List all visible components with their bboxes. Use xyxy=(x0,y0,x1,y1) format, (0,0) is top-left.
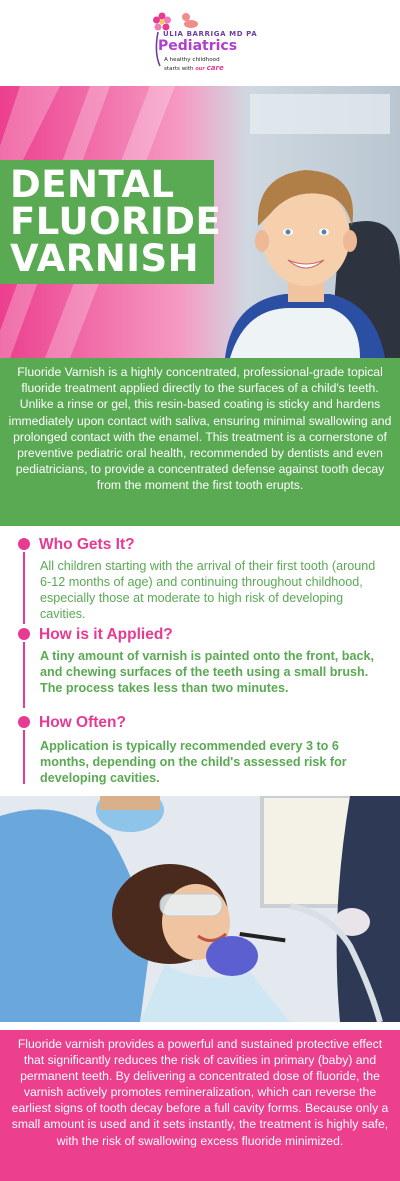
tagline-care: care xyxy=(206,64,224,72)
clinic-photo-illustration xyxy=(0,796,400,1022)
hero-title-line2: FLUORIDE xyxy=(10,200,222,243)
section-title-how: How is it Applied? xyxy=(39,626,173,643)
hero-title xyxy=(10,163,222,280)
logo-tagline-line2 xyxy=(164,64,224,72)
bullet-icon xyxy=(18,628,30,640)
section-title-who: Who Gets It? xyxy=(39,536,135,553)
bullet-icon xyxy=(18,538,30,550)
section-body-how: A tiny amount of varnish is painted onto the front, back, and chewing surfaces of the teeth using a small brush. The process takes less than two minutes. xyxy=(40,649,374,695)
section-body-who: All children starting with the arrival of their first tooth (around 6-12 months of age) and continuing throughout childhood, especially those at moderate to high risk of developing cavities. xyxy=(40,559,376,621)
bullet-icon xyxy=(18,716,30,728)
tagline-starts-with: starts with xyxy=(164,66,194,72)
section-divider-line xyxy=(23,552,25,624)
section-title-often: How Often? xyxy=(39,714,126,731)
logo-tagline-line1: A healthy childhood xyxy=(164,57,220,63)
tagline-our: our xyxy=(195,66,205,72)
hero-title-line1: DENTAL xyxy=(10,163,175,206)
hero-banner xyxy=(0,86,400,358)
intro-text: Fluoride Varnish is a highly concentrated, professional-grade topical fluoride treatment applied directly to the surfaces of a child's teeth. Unlike a rinse or gel, this resin-based coating is sticky and hardens immediately upon contact with saliva, ensuring minimal swallowing and prolonged contact with the enamel. This treatment is a cornerstone of preventive pediatric oral health, recommended by dentists and even pediatricians, to provide a concentrated defense against tooth decay from the moment the first tooth erupts. xyxy=(8,365,392,493)
section-divider-line xyxy=(23,730,25,784)
outro-text: Fluoride varnish provides a powerful and sustained protective effect that significantly reduces the risk of cavities in primary (baby) and permanent teeth. By delivering a concentrated dose of fluoride, the varnish actively promotes remineralization, which can reverse the earliest signs of tooth decay before a full cavity forms. Because only a small amount is used and it sets instantly, the treatment is highly safe, with the risk of swallowing excess fluoride minimized. xyxy=(11,1037,389,1148)
header xyxy=(0,0,400,86)
practice-name: ULIA BARRIGA MD PA xyxy=(163,30,258,38)
brand-name: Pediatrics xyxy=(158,38,238,54)
section-divider-line xyxy=(23,642,25,708)
section-body-often: Application is typically recommended every 3 to 6 months, depending on the child's assessed risk for developing cavities. xyxy=(40,739,347,785)
clinic-photo xyxy=(0,796,400,1022)
hero-title-line3: VARNISH xyxy=(10,237,200,280)
